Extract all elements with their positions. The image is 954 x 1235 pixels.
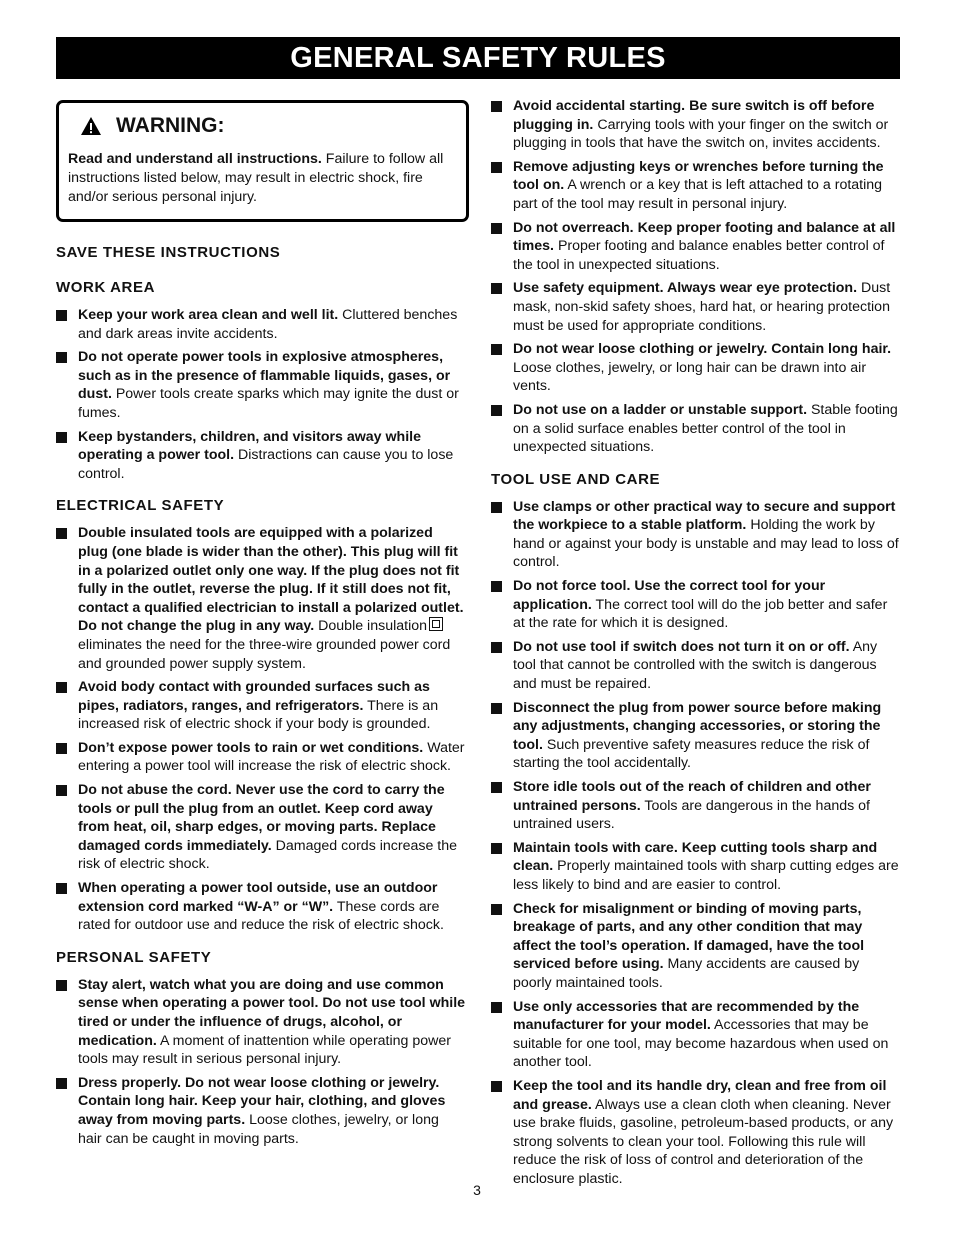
rule-bold-text: Do not operate power tools in explosive atmospheres, such as in the presence of flammable liquids, gases, or dust. xyxy=(78,349,451,403)
rules-list xyxy=(56,306,466,483)
rule-text: Dust mask, non-skid safety shoes, hard hat, or hearing protection must be used for appropriate conditions. xyxy=(513,280,891,334)
save-instructions-heading: SAVE THESE INSTRUCTIONS xyxy=(56,244,281,261)
square-bullet-icon xyxy=(491,782,502,793)
rule-bold-text: Dress properly. Do not wear loose clothing or jewelry. Contain long hair. Keep your hair, clothing, and gloves away from moving parts. xyxy=(78,1074,446,1128)
rule-item xyxy=(491,638,901,694)
rule-bold-text: Do not overreach. Keep proper footing and balance at all times. xyxy=(513,219,896,255)
warning-heading xyxy=(80,114,457,138)
rule-item xyxy=(491,219,901,275)
square-bullet-icon xyxy=(56,743,67,754)
rule-bold-text: Avoid body contact with grounded surfaces such as pipes, radiators, ranges, and refrigerators. xyxy=(78,679,430,714)
rule-bold-text: Remove adjusting keys or wrenches before turning the tool on. xyxy=(513,158,884,194)
rule-bold-text: Do not abuse the cord. Never use the cord to carry the tools or pull the plug from an outlet. Keep cord away from heat, oil, sharp edges, or moving parts. Replace damaged cords immediately. xyxy=(78,782,445,854)
square-bullet-icon xyxy=(56,785,67,796)
rule-item xyxy=(56,976,466,1069)
rule-item xyxy=(491,97,901,153)
rule-item xyxy=(56,348,466,422)
rule-bold-text: Avoid accidental starting. Be sure switch is off before plugging in. xyxy=(513,98,875,133)
rule-bold-text: Store idle tools out of the reach of children and other untrained persons. xyxy=(513,779,871,814)
square-bullet-icon xyxy=(491,1081,502,1092)
square-bullet-icon xyxy=(56,528,67,539)
rule-bold-text: Use clamps or other practical way to secure and support the workpiece to a stable platform. xyxy=(513,498,896,534)
square-bullet-icon xyxy=(491,162,502,173)
rule-text: Power tools create sparks which may ignite the dust or fumes. xyxy=(78,386,459,421)
page-number: 3 xyxy=(473,1182,481,1198)
left-sections xyxy=(56,279,466,1148)
rule-bold-text: Do not use on a ladder or unstable support. xyxy=(513,401,808,418)
rule-text: Loose clothes, jewelry, or long hair can be drawn into air vents. xyxy=(513,359,867,395)
rule-text-continued: eliminates the need for the three-wire grounded power cord and grounded power supply system. xyxy=(78,636,451,672)
square-bullet-icon xyxy=(491,405,502,416)
rule-item xyxy=(56,306,466,343)
rule-item xyxy=(56,1074,466,1148)
rule-text: Stable footing on a solid surface enables better control of the tool in unexpected situations. xyxy=(513,401,898,456)
rule-item xyxy=(56,879,466,935)
rule-text: Holding the work by hand or against your body is unstable and may lead to loss of control. xyxy=(513,517,899,571)
section xyxy=(56,497,466,934)
square-bullet-icon xyxy=(491,344,502,355)
rule-bold-text: Keep the tool and its handle dry, clean and free from oil and grease. xyxy=(513,1077,887,1113)
rule-text: Proper footing and balance enables better control of the tool in unexpected situations. xyxy=(513,238,885,273)
rule-item xyxy=(491,839,901,895)
warning-text xyxy=(68,150,457,207)
warning-heading-text: WARNING: xyxy=(116,114,225,137)
square-bullet-icon xyxy=(56,1078,67,1089)
rule-bold-text: Use only accessories that are recommended by the manufacturer for your model. xyxy=(513,998,860,1034)
rule-item xyxy=(491,778,901,834)
rules-list xyxy=(491,498,901,1189)
square-bullet-icon xyxy=(56,682,67,693)
rule-text: Distractions can cause you to lose control. xyxy=(78,447,454,482)
rule-bold-text: Do not force tool. Use the correct tool for your application. xyxy=(513,578,826,613)
rule-item xyxy=(491,1077,901,1189)
rule-text: Double insulation xyxy=(314,618,428,635)
left-column xyxy=(56,100,466,1162)
section xyxy=(491,471,901,1189)
square-bullet-icon xyxy=(491,502,502,513)
double-insulation-icon xyxy=(429,617,443,631)
rule-item xyxy=(491,401,901,457)
rules-list xyxy=(56,524,466,934)
right-top-section xyxy=(491,97,901,457)
rule-item xyxy=(491,340,901,396)
section xyxy=(56,279,466,483)
section-heading: ELECTRICAL SAFETY xyxy=(56,497,225,515)
rule-bold-text: Disconnect the plug from power source before making any adjustments, changing accessories, or storing the tool. xyxy=(513,699,882,753)
rule-bold-text: Stay alert, watch what you are doing and use common sense when operating a power tool. Do not use tool while tired or under the influence of drugs, alcohol, or medication. xyxy=(78,976,466,1049)
rule-bold-text: Use safety equipment. Always wear eye protection. xyxy=(513,280,858,297)
rule-text: Tools are dangerous in the hands of untrained users. xyxy=(513,797,870,833)
rule-text: There is an increased risk of electric shock if your body is grounded. xyxy=(78,697,439,733)
square-bullet-icon xyxy=(491,101,502,112)
rule-item xyxy=(56,678,466,734)
rule-bold-text: Do not use tool if switch does not turn it on or off. xyxy=(513,638,850,655)
rule-text: Always use a clean cloth when cleaning. Never use brake fluids, gasoline, petroleum-based products, or any strong solvents to clean your tool. Following this rule will reduce the risk of loss of control and deterioration of the enclosure plastic. xyxy=(513,1096,894,1187)
rule-text: A wrench or a key that is left attached to a rotating part of the tool may result in personal injury. xyxy=(513,177,883,212)
square-bullet-icon xyxy=(491,843,502,854)
rule-bold-text: Keep your work area clean and well lit. xyxy=(78,307,339,323)
rule-item xyxy=(491,900,901,993)
right-top-rules xyxy=(491,97,901,457)
rule-item xyxy=(56,781,466,874)
rule-text: Water entering a power tool will increase the risk of electric shock. xyxy=(78,739,465,775)
rule-text: Properly maintained tools with sharp cutting edges are less likely to bind and are easier to control. xyxy=(513,858,899,893)
rule-item xyxy=(491,158,901,214)
square-bullet-icon xyxy=(56,980,67,991)
square-bullet-icon xyxy=(491,223,502,234)
section-heading: WORK AREA xyxy=(56,279,156,296)
rule-bold-text: Do not wear loose clothing or jewelry. Contain long hair. xyxy=(513,341,892,358)
rule-text: Cluttered benches and dark areas invite accidents. xyxy=(78,307,458,342)
square-bullet-icon xyxy=(56,883,67,894)
section-heading: PERSONAL SAFETY xyxy=(56,948,212,966)
rule-bold-text: When operating a power tool outside, use an outdoor extension cord marked “W-A” or “W”. xyxy=(78,880,438,915)
right-sections xyxy=(491,471,901,1189)
square-bullet-icon xyxy=(491,642,502,653)
rule-item xyxy=(56,524,466,673)
rule-text: Such preventive safety measures reduce the risk of starting the tool accidentally. xyxy=(513,736,870,772)
rule-item xyxy=(491,577,901,633)
square-bullet-icon xyxy=(491,1002,502,1013)
warning-box xyxy=(56,100,469,222)
square-bullet-icon xyxy=(491,904,502,915)
rule-bold-text: Keep bystanders, children, and visitors away while operating a power tool. xyxy=(78,428,421,464)
square-bullet-icon xyxy=(56,352,67,363)
page-title: GENERAL SAFETY RULES xyxy=(56,37,900,79)
section-heading: TOOL USE AND CARE xyxy=(491,470,661,488)
rule-bold-text: Maintain tools with care. Keep cutting tools sharp and clean. xyxy=(513,839,878,875)
rules-list xyxy=(56,976,466,1148)
rule-text: Carrying tools with your finger on the switch or plugging in tools that have the switch on, invites accidents. xyxy=(513,116,889,152)
rule-item xyxy=(491,699,901,773)
rule-bold-text: Double insulated tools are equipped with a polarized plug (one blade is wider than the other). This plug will fit in a polarized outlet only one way. If the plug does not fit fully in the outlet, reverse the plug. If it still does not fit, contact a qualified electrician to install a polarized outlet. Do not change the plug in any way. xyxy=(78,525,464,635)
rule-item xyxy=(56,428,466,484)
rule-item xyxy=(491,998,901,1072)
warning-body-text: Failure to follow all instructions listed below, may result in electric shock, fire and/or serious personal injury. xyxy=(68,151,444,205)
rule-text: Loose clothes, jewelry, or long hair can be caught in moving parts. xyxy=(78,1111,439,1147)
right-column xyxy=(491,97,901,1202)
rule-text: A moment of inattention while operating power tools may result in serious personal injury. xyxy=(78,1032,452,1068)
rule-item xyxy=(56,739,466,776)
warning-bold-text: Read and understand all instructions. xyxy=(68,151,322,167)
rule-bold-text: Don’t expose power tools to rain or wet conditions. xyxy=(78,739,424,756)
rule-item xyxy=(491,498,901,572)
rule-text: Damaged cords increase the risk of electric shock. xyxy=(78,837,458,873)
rule-bold-text: Check for misalignment or binding of moving parts, breakage of parts, and any other condition that may affect the tool’s operation. If damaged, have the tool serviced before using. xyxy=(513,900,865,973)
rule-item xyxy=(491,279,901,335)
rule-text: Any tool that cannot be controlled with the switch is dangerous and must be repaired. xyxy=(513,638,878,693)
square-bullet-icon xyxy=(56,432,67,443)
square-bullet-icon xyxy=(56,310,67,321)
rule-text: These cords are rated for outdoor use and reduce the risk of electric shock. xyxy=(78,898,444,934)
warning-triangle-icon xyxy=(80,116,102,136)
section xyxy=(56,949,466,1148)
square-bullet-icon xyxy=(491,703,502,714)
rule-text: The correct tool will do the job better and safer at the rate for which it is designed. xyxy=(513,596,888,632)
square-bullet-icon xyxy=(491,283,502,294)
square-bullet-icon xyxy=(491,581,502,592)
rule-text: Accessories that may be suitable for one tool, may become hazardous when used on another tool. xyxy=(513,1017,889,1071)
rule-text: Many accidents are caused by poorly maintained tools. xyxy=(513,956,860,991)
